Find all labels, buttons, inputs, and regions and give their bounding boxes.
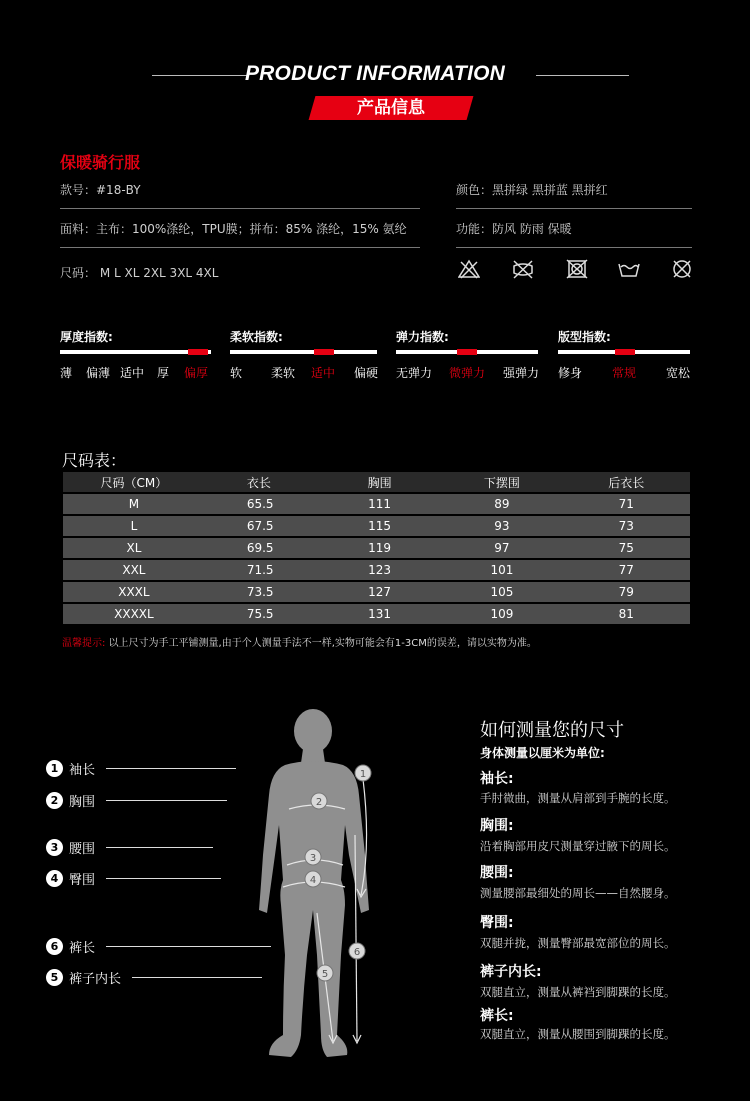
index-label-selected: 适中: [311, 366, 336, 380]
table-cell: 127: [318, 582, 441, 602]
table-cell: XL: [63, 538, 205, 558]
column-header: 胸围: [318, 472, 441, 492]
how-to-subtitle: 身体测量以厘米为单位:: [480, 746, 605, 760]
index-label: 适中: [120, 366, 145, 380]
table-cell: 131: [318, 604, 441, 624]
body-measurement-figure: [245, 705, 385, 1067]
index-label: 宽松: [666, 366, 691, 380]
product-function: 功能：防风 防雨 保暖: [456, 222, 572, 236]
thickness-index-title: 厚度指数:: [60, 330, 113, 344]
table-row: [63, 582, 690, 602]
column-header: 后衣长: [563, 472, 690, 492]
measure-item-hip: [46, 869, 95, 887]
index-label: 软: [230, 366, 243, 380]
measure-item-sleeve: [46, 759, 95, 777]
how-heading-inseam: 裤子内长:: [480, 964, 542, 980]
measure-label: 腰围: [69, 841, 96, 857]
table-cell: 89: [441, 494, 562, 514]
table-cell: 97: [441, 538, 562, 558]
measure-label: 臀围: [69, 872, 96, 888]
product-fabric: 面料：主布：100%涤纶，TPU膜；拼布：85% 涤纶，15% 氨纶: [60, 222, 407, 236]
table-cell: 71: [563, 494, 690, 514]
table-cell: M: [63, 494, 205, 514]
divider: [60, 208, 420, 209]
how-heading-sleeve: 袖长:: [480, 771, 514, 787]
fit-index-title: 版型指数:: [558, 330, 611, 344]
measure-label: 裤长: [69, 940, 96, 956]
how-desc-sleeve: 手肘微曲，测量从肩部到手腕的长度。: [480, 791, 676, 805]
product-colors: 颜色：黑拼绿 黑拼蓝 黑拼红: [456, 183, 608, 197]
table-cell: XXXL: [63, 582, 205, 602]
table-cell: 75.5: [205, 604, 318, 624]
table-cell: 77: [563, 560, 690, 580]
table-cell: 65.5: [205, 494, 318, 514]
size-table: [63, 470, 690, 626]
product-sizes: 尺码： M L XL 2XL 3XL 4XL: [60, 266, 219, 280]
leader-line: [106, 768, 236, 769]
measure-item-waist: [46, 838, 95, 856]
index-label: 柔软: [271, 366, 296, 380]
how-desc-inseam: 双腿直立，测量从裤裆到脚踝的长度。: [480, 985, 676, 999]
elasticity-index-title: 弹力指数:: [396, 330, 449, 344]
index-label-selected: 常规: [612, 366, 637, 380]
leader-line: [106, 847, 213, 848]
no-tumble-dry-icon: [566, 259, 588, 279]
index-label: 偏硬: [354, 366, 379, 380]
table-cell: 69.5: [205, 538, 318, 558]
size-table-title: 尺码表：: [62, 451, 127, 470]
size-note: [62, 634, 537, 649]
number-badge: 4: [46, 870, 63, 887]
column-header: 尺码（CM）: [63, 472, 205, 492]
index-label: 无弹力: [396, 366, 433, 380]
how-desc-pants-length: 双腿直立，测量从腰围到脚踝的长度。: [480, 1027, 676, 1041]
thickness-index-marker: [188, 349, 208, 355]
leader-line: [132, 977, 262, 978]
figure-number: 4: [309, 875, 317, 886]
table-cell: 79: [563, 582, 690, 602]
table-row: [63, 560, 690, 580]
table-cell: 119: [318, 538, 441, 558]
column-header: 下摆围: [441, 472, 562, 492]
softness-index-title: 柔软指数:: [230, 330, 283, 344]
how-heading-chest: 胸围:: [480, 818, 514, 834]
table-cell: L: [63, 516, 205, 536]
number-badge: 1: [46, 760, 63, 777]
table-row: [63, 516, 690, 536]
product-name: 保暖骑行服: [60, 153, 141, 172]
table-cell: 81: [563, 604, 690, 624]
leader-line: [106, 878, 221, 879]
softness-index-bar: [230, 350, 377, 354]
index-label-selected: 微弹力: [449, 366, 486, 380]
table-cell: 109: [441, 604, 562, 624]
table-cell: 71.5: [205, 560, 318, 580]
table-cell: 111: [318, 494, 441, 514]
softness-index-marker: [314, 349, 334, 355]
table-cell: 73: [563, 516, 690, 536]
wash-basin-icon: [618, 259, 640, 279]
figure-number: 1: [359, 769, 367, 780]
divider: [456, 208, 692, 209]
table-row: [63, 494, 690, 514]
fit-index-marker: [615, 349, 635, 355]
number-badge: 2: [46, 792, 63, 809]
index-label-selected: 偏厚: [184, 366, 209, 380]
how-desc-waist: 测量腰部最细处的周长——自然腰身。: [480, 886, 676, 900]
table-cell: XXXXL: [63, 604, 205, 624]
table-row: [63, 538, 690, 558]
how-heading-hip: 臀围:: [480, 915, 514, 931]
table-cell: 75: [563, 538, 690, 558]
table-cell: XXL: [63, 560, 205, 580]
index-label: 强弹力: [503, 366, 540, 380]
measure-item-pants-length: [46, 937, 95, 955]
title-badge: 产品信息: [357, 98, 425, 118]
how-desc-hip: 双腿并拢，测量臀部最宽部位的周长。: [480, 936, 676, 950]
figure-number: 3: [309, 853, 317, 864]
number-badge: 5: [46, 969, 63, 986]
index-label: 修身: [558, 366, 583, 380]
column-header: 衣长: [205, 472, 318, 492]
figure-number: 6: [353, 947, 361, 958]
note-text: 以上尺寸为手工平铺测量,由于个人测量手法不一样,实物可能会有1-3CM的误差，请以实物为准。: [108, 638, 537, 649]
page-title: PRODUCT INFORMATION: [244, 62, 506, 85]
table-cell: 101: [441, 560, 562, 580]
leader-line: [106, 800, 227, 801]
product-model: 款号：#18-BY: [60, 183, 141, 197]
no-wring-icon: [512, 259, 534, 279]
measure-label: 胸围: [69, 794, 96, 810]
measure-label: 袖长: [69, 762, 96, 778]
figure-number: 5: [321, 969, 329, 980]
no-dry-clean-icon: [671, 259, 693, 279]
divider: [456, 247, 692, 248]
table-cell: 73.5: [205, 582, 318, 602]
table-header-row: [63, 472, 690, 492]
divider: [60, 247, 420, 248]
table-cell: 93: [441, 516, 562, 536]
figure-number: 2: [315, 797, 323, 808]
how-desc-chest: 沿着胸部用皮尺测量穿过腋下的周长。: [480, 839, 676, 853]
elasticity-index-marker: [457, 349, 477, 355]
index-label: 薄: [60, 366, 73, 380]
no-bleach-icon: [458, 259, 480, 279]
measure-item-chest: [46, 791, 95, 809]
index-label: 厚: [157, 366, 170, 380]
how-to-title: 如何测量您的尺寸: [480, 720, 624, 741]
index-label: 偏薄: [86, 366, 111, 380]
how-heading-waist: 腰围:: [480, 865, 514, 881]
table-cell: 123: [318, 560, 441, 580]
measure-label: 裤子内长: [69, 971, 122, 987]
table-row: [63, 604, 690, 624]
table-cell: 115: [318, 516, 441, 536]
how-heading-pants-length: 裤长:: [480, 1008, 514, 1024]
table-cell: 105: [441, 582, 562, 602]
number-badge: 3: [46, 839, 63, 856]
number-badge: 6: [46, 938, 63, 955]
measure-item-inseam: [46, 968, 121, 986]
note-label: 温馨提示:: [62, 638, 106, 649]
table-cell: 67.5: [205, 516, 318, 536]
